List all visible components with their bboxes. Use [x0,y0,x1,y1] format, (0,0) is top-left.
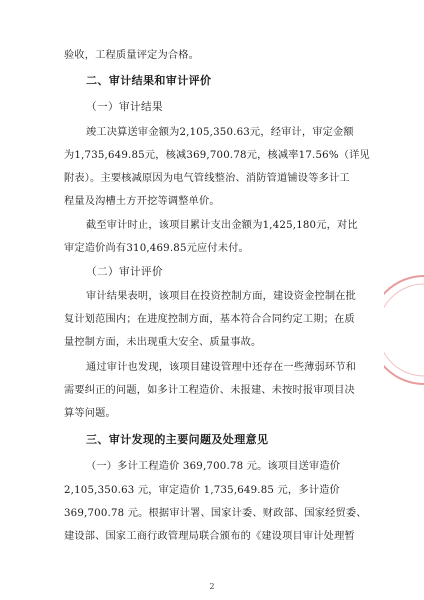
text-line: 程量及沟槽土方开挖等调整单价。 [64,196,220,207]
text-line: 量控制方面，未出现重大安全、质量事故。 [64,337,262,348]
text-line: 审计结果表明，该项目在投资控制方面，建设资金控制在批 [86,291,357,302]
text-line: 369,700.78 元。根据审计署、国家计委、财政部、国家经贸委、 [64,508,367,519]
text-line: 复计划范围内；在进度控制方面，基本符合合同约定工期；在质 [64,314,355,325]
subsection-heading: （一）审计结果 [86,101,163,113]
section-heading: 三、审计发现的主要问题及处理意见 [86,433,269,446]
text-line: 通过审计也发现，该项目建设管理中还存在一些薄弱环节和 [86,362,357,373]
text-line: 需要纠正的问题，如多计工程造价、未报建、未按时报审项目决 [64,385,355,396]
text-line: 建设部、国家工商行政管理局联合颁布的《建设项目审计处理暂 [64,531,355,542]
text-line: 算等问题。 [64,408,116,419]
text-line: 截至审计时止，该项目累计支出金额为1,425,180元，对比 [86,220,358,231]
seal-inner-arc [384,284,424,376]
text-line: 附表）。主要核减原因为电气管线整治、消防管道铺设等多计工 [64,173,350,184]
official-seal-stamp [384,270,424,390]
text-line: （一）多计工程造价 369,700.78 元。该项目送审造价 [86,461,341,472]
text-line: 验收，工程质量评定为合格。 [64,50,200,61]
section-heading: 二、审计结果和审计评价 [86,74,212,87]
text-line: 审定造价尚有310,469.85元应付未付。 [64,243,249,254]
text-line: 竣工决算送审金额为2,105,350.63元，经审计，审定金额 [86,127,354,138]
text-line: 2,105,350.63 元，审定造价 1,735,649.85 元，多计造价 [64,485,340,496]
seal-arc [384,276,424,384]
subsection-heading: （二）审计评价 [86,266,163,278]
text-line: 为1,735,649.85元，核减369,700.78元，核减率17.56%（详见 [64,150,370,161]
page-number: 2 [209,582,215,591]
